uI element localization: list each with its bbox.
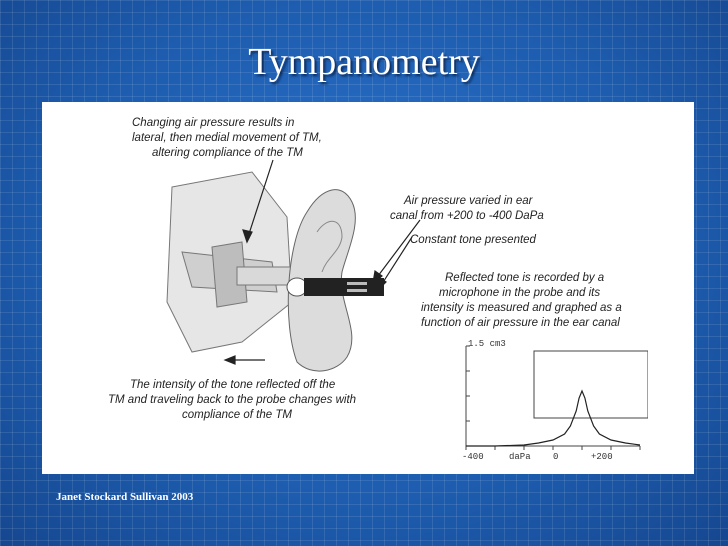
normal-range-box [534, 351, 648, 418]
caption-reflected-2: microphone in the probe and its [439, 287, 601, 299]
caption-reflected-1: Reflected tone is recorded by a [445, 272, 605, 284]
footer-credit: Janet Stockard Sullivan 2003 [56, 491, 194, 503]
caption-reflected-4: function of air pressure in the ear canal [421, 317, 620, 329]
x-tick-label: -400 [462, 452, 484, 462]
ear-canal-probe [287, 278, 384, 296]
y-axis-label: 1.5 cm3 [468, 339, 506, 349]
caption-top-3: altering compliance of the TM [152, 147, 303, 159]
caption-air-1: Air pressure varied in ear [404, 195, 533, 207]
caption-bottom-1: The intensity of the tone reflected off the [130, 379, 336, 391]
caption-top-1: Changing air pressure results in [132, 117, 295, 129]
caption-bottom-2: TM and traveling back to the probe changes with [108, 394, 357, 406]
diagram-panel [42, 102, 694, 474]
caption-air-2: canal from +200 to -400 DaPa [390, 210, 544, 222]
caption-tone: Constant tone presented [410, 234, 536, 246]
x-tick-label: daPa [509, 452, 531, 462]
caption-bottom-3: compliance of the TM [182, 409, 292, 421]
caption-reflected-3: intensity is measured and graphed as a [421, 302, 622, 314]
x-tick-label: 0 [553, 452, 559, 462]
slide-title: Tympanometry [248, 41, 480, 83]
caption-top-2: lateral, then medial movement of TM, [132, 132, 322, 144]
x-tick-label: +200 [591, 452, 613, 462]
